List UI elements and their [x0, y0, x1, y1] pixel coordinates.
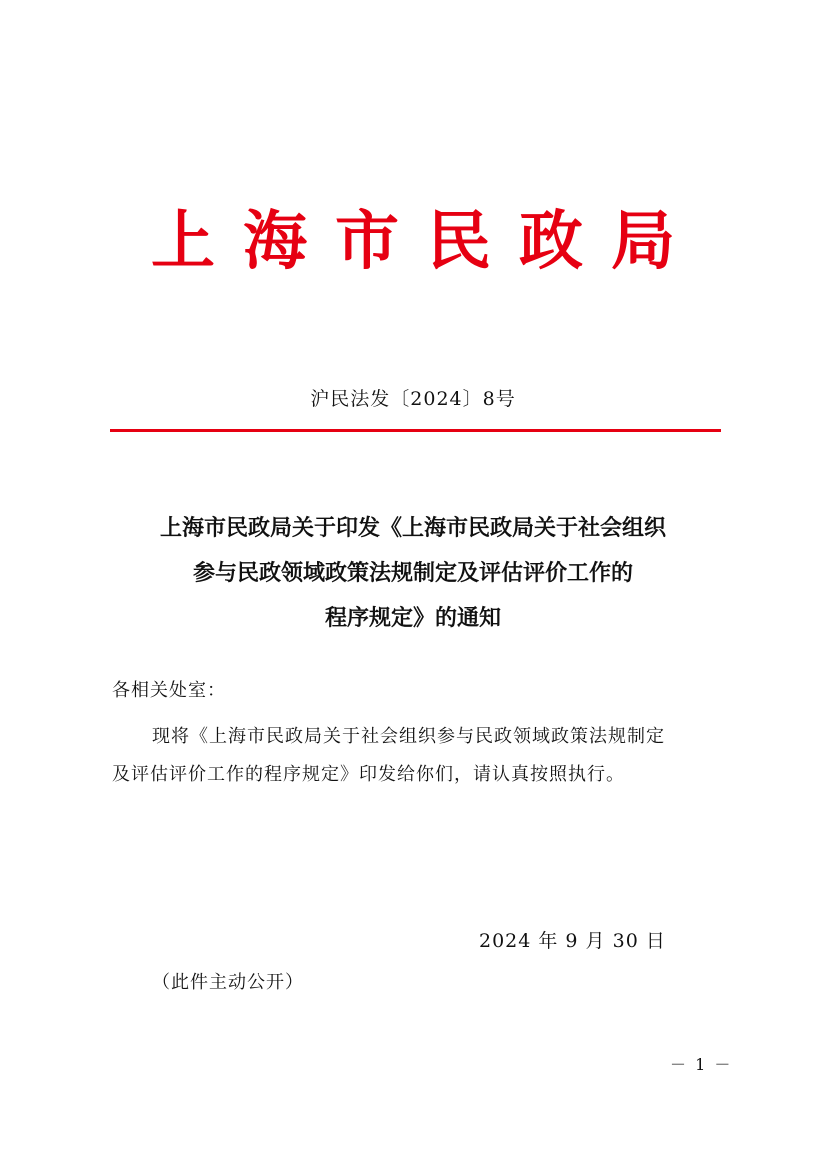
- title-line-1: 上海市民政局关于印发《上海市民政局关于社会组织: [159, 516, 666, 541]
- page-number: － 1 －: [670, 1055, 733, 1074]
- document-number: 沪民法发〔2024〕8号: [310, 388, 516, 410]
- issue-date: 2024 年 9 月 30 日: [479, 930, 666, 952]
- body-line-2: 及评估评价工作的程序规定》印发给你们，请认真按照执行。: [112, 764, 625, 785]
- title-line-3: 程序规定》的通知: [324, 606, 501, 631]
- issuer-masthead: 上海市民政局: [151, 204, 703, 279]
- disclosure-note: （此件主动公开）: [152, 972, 304, 993]
- body-line-1: 现将《上海市民政局关于社会组织参与民政领域政策法规制定: [152, 726, 665, 747]
- red-divider-line: [110, 429, 721, 432]
- title-line-2: 参与民政领域政策法规制定及评估评价工作的: [192, 561, 633, 586]
- salutation: 各相关处室：: [112, 680, 226, 701]
- body-paragraph: [112, 718, 722, 794]
- document-title: [100, 506, 726, 641]
